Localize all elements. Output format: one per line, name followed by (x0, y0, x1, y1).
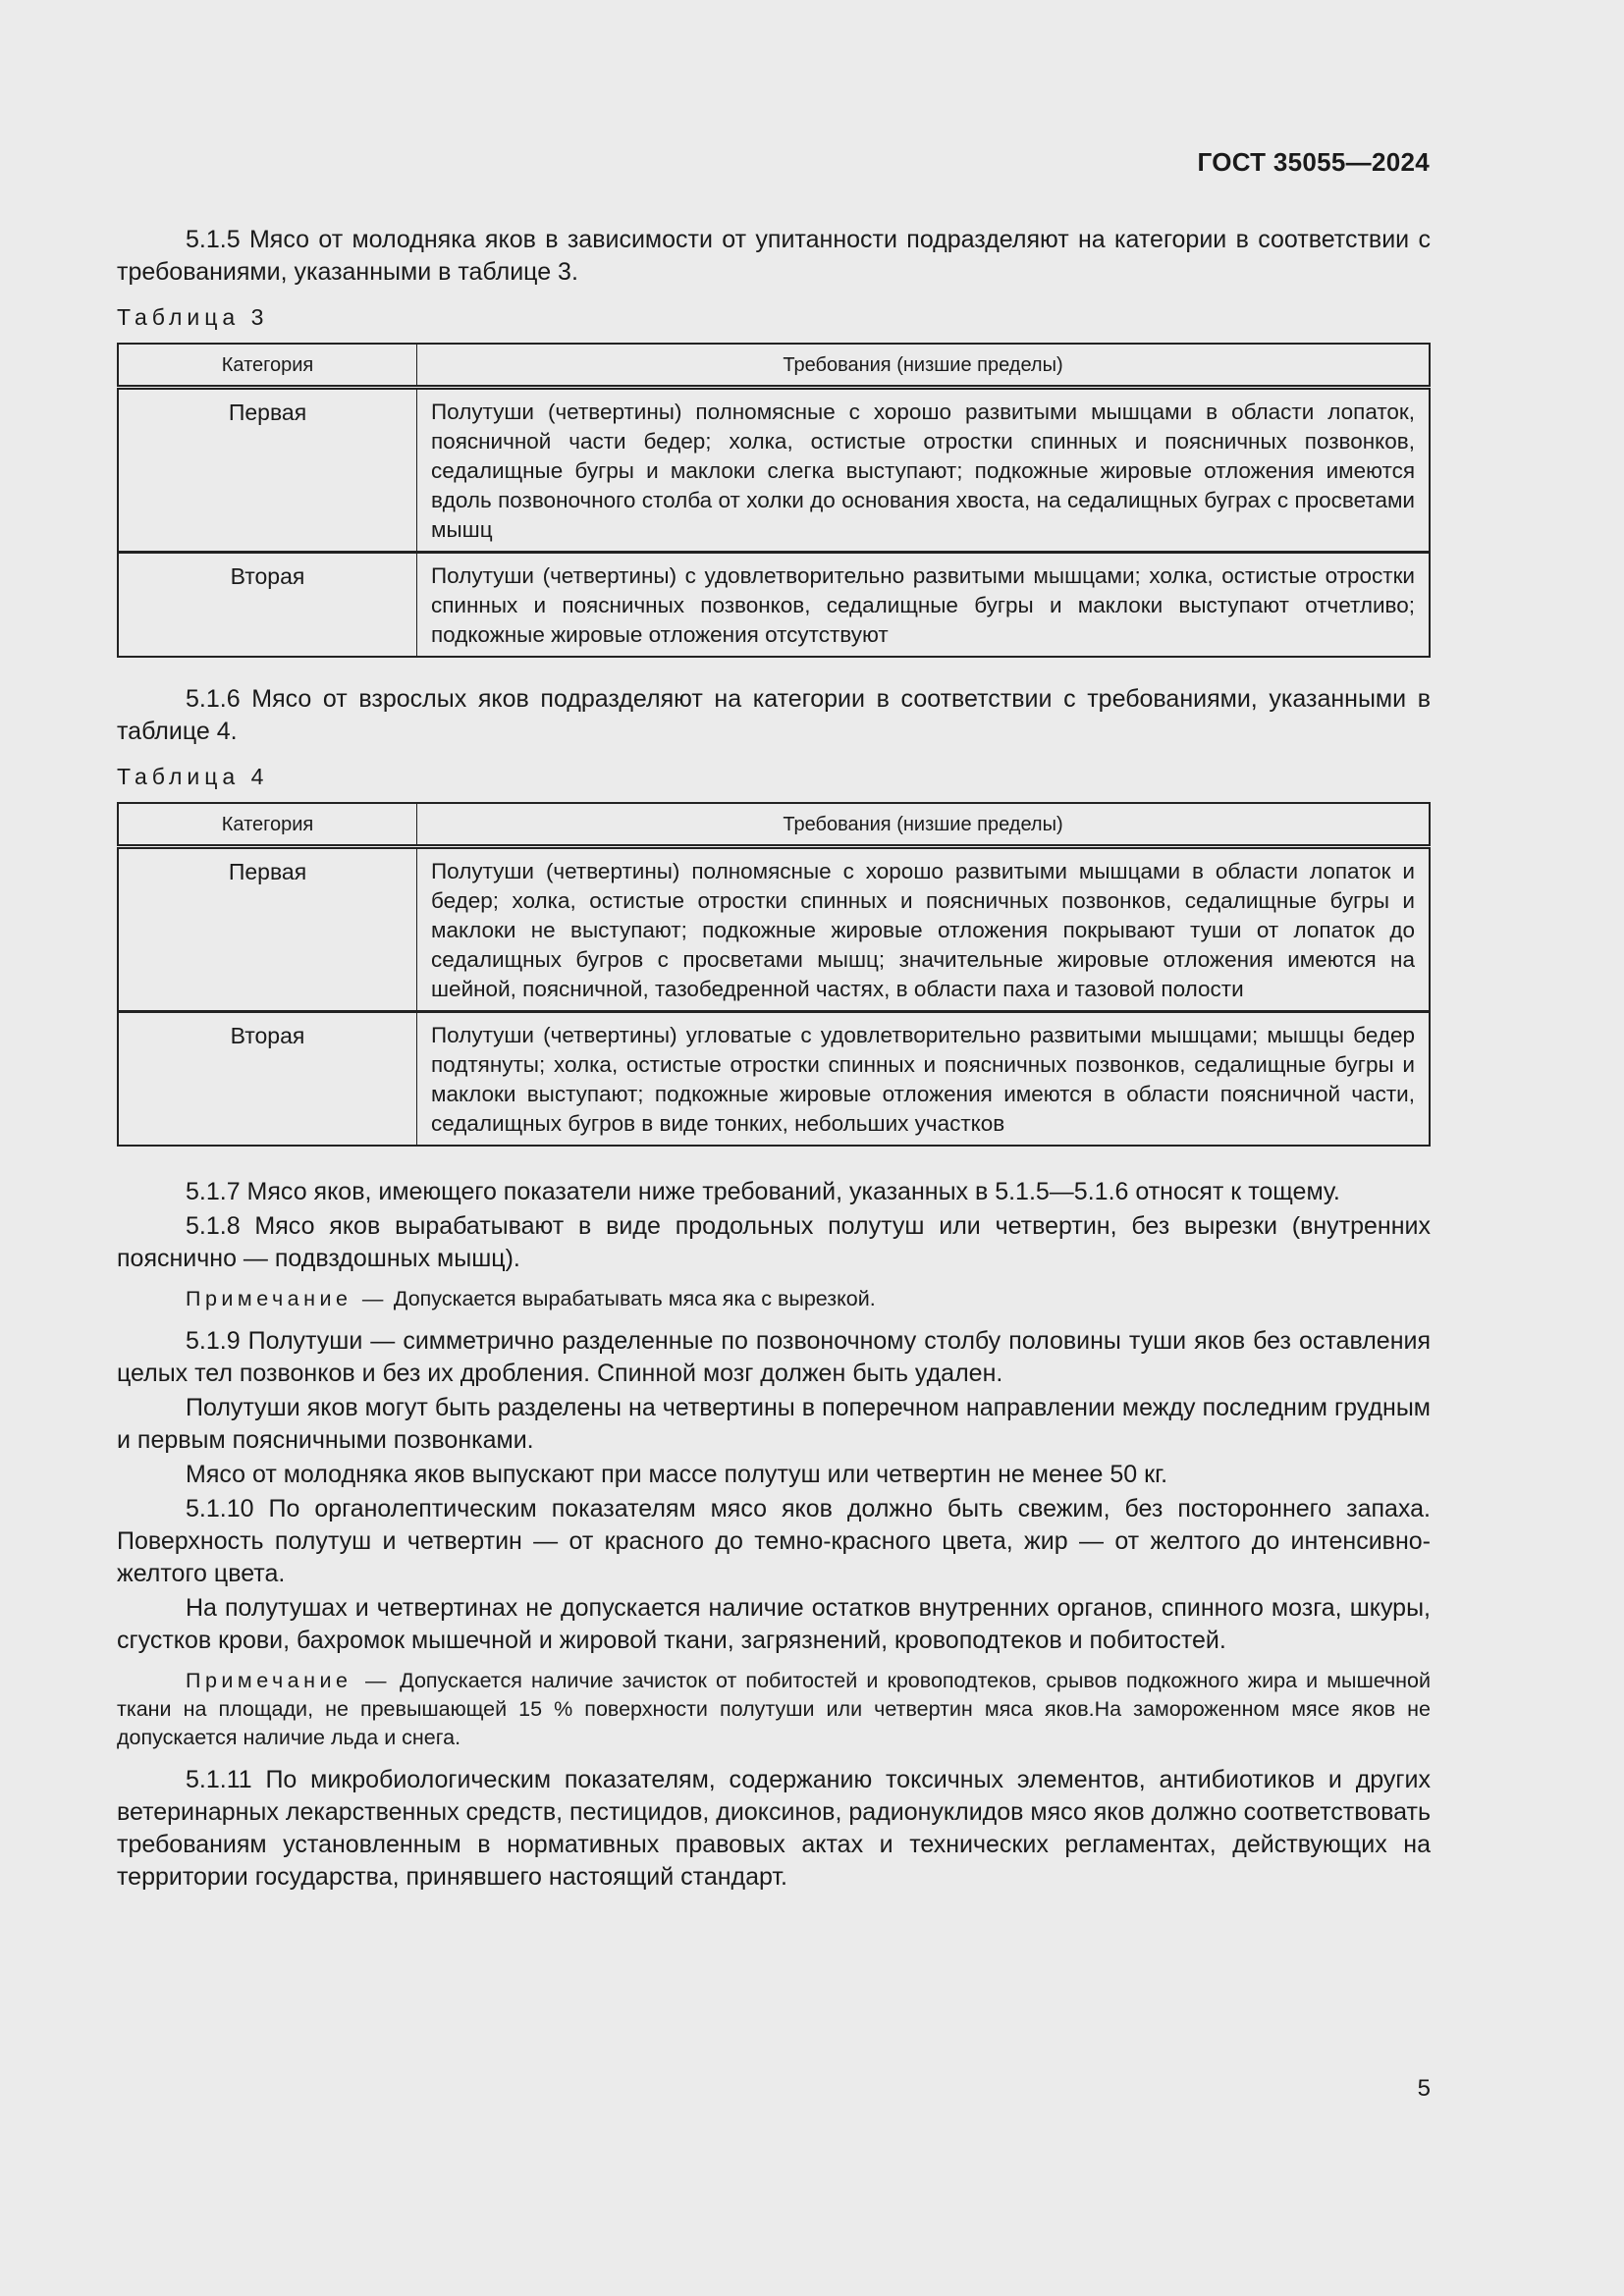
table-header-row (118, 803, 1430, 847)
table-row (118, 847, 1430, 1012)
category-cell: Первая (118, 847, 417, 1012)
paragraph-young-mass: Мясо от молодняка яков выпускают при массе полутуш или четвертин не менее 50 кг. (186, 1461, 1168, 1488)
table-4 (117, 802, 1431, 1147)
column-header-requirements: Требования (низшие пределы) (417, 344, 1431, 388)
column-header-category: Категория (118, 344, 417, 388)
requirements-cell: Полутуши (четвертины) с удовлетворительно развитыми мышцами; холка, остистые отростки спинных и поясничных позвонков, седалищные бугры и маклоки выступают отчетливо; подкожные жировые отложения отсутствуют (417, 553, 1431, 658)
note-label: Примечание — (186, 1669, 392, 1692)
table-header-row (118, 344, 1430, 388)
requirements-cell: Полутуши (четвертины) полномясные с хорошо развитыми мышцами в области лопаток и бедер; холка, остистые отростки спинных и поясничных позвонков, седалищные бугры и маклоки не выступают; подкожные жировые отложения покрывают туши от лопаток до седалищных бугров с просветами мышц; значительные жировые отложения имеются на шейной, поясничной, тазобедренной частях, в области паха и тазовой полости (417, 847, 1431, 1012)
requirements-cell: Полутуши (четвертины) полномясные с хорошо развитыми мышцами в области лопаток, поясничной части бедер; холка, остистые отростки спинных и поясничных позвонков, седалищные бугры и маклоки слегка выступают; подкожные жировые отложения имеются вдоль позвоночного столба от холки до основания хвоста, на седалищных буграх с просветами мышц (417, 388, 1431, 553)
paragraph-5-1-11: 5.1.11 По микробиологическим показателям, содержанию токсичных элементов, антибиотиков и других ветеринарных лекарственных средств, пестицидов, диоксинов, радионуклидов мясо яков должно соответствовать требованиям установленным в нормативных правовых актах и технических регламентах, действующих на территории государства, принявшего настоящий стандарт. (117, 1766, 1431, 1891)
table-row (118, 553, 1430, 658)
column-header-category: Категория (118, 803, 417, 847)
paragraph-5-1-5: 5.1.5 Мясо от молодняка яков в зависимости от упитанности подразделяют на категории в соответствии с требованиями, указанными в таблице 3. (117, 226, 1431, 286)
document-id: ГОСТ 35055—2024 (1197, 147, 1430, 177)
paragraph-5-1-7: 5.1.7 Мясо яков, имеющего показатели ниже требований, указанных в 5.1.5—5.1.6 относят к тощему. (186, 1178, 1340, 1205)
category-cell: Вторая (118, 553, 417, 658)
paragraph-halves: Полутуши яков могут быть разделены на четвертины в поперечном направлении между последним грудным и первым поясничными позвонками. (117, 1394, 1431, 1454)
page-number: 5 (1417, 2075, 1431, 2102)
page-content (117, 224, 1431, 1896)
paragraph-5-1-9: 5.1.9 Полутуши — симметрично разделенные по позвоночному столбу половины туши яков без оставления целых тел позвонков и без их дробления. Спинной мозг должен быть удален. (117, 1327, 1431, 1387)
note-text: Допускается вырабатывать мяса яка с вырезкой. (393, 1287, 876, 1310)
table-3 (117, 343, 1431, 658)
requirements-cell: Полутуши (четвертины) угловатые с удовлетворительно развитыми мышцами; мышцы бедер подтянуты; холка, остистые отростки спинных и поясничных позвонков, седалищные бугры и маклоки выступают; подкожные жировые отложения имеются в области поясничной части, седалищных бугров в виде тонких, небольших участков (417, 1012, 1431, 1147)
table-row (118, 1012, 1430, 1147)
table-3-caption: Таблица 3 (117, 304, 269, 330)
column-header-requirements: Требования (низшие пределы) (417, 803, 1431, 847)
category-cell: Первая (118, 388, 417, 553)
note-text: Допускается наличие зачисток от побитостей и кровоподтеков, срывов подкожного жира и мышечной ткани на площади, не превышающей 15 % поверхности полутуши или четвертин мяса яков.На замороженном мясе яков не допускается наличие льда и снега. (117, 1669, 1432, 1749)
note-label: Примечание — (186, 1287, 388, 1310)
table-4-caption: Таблица 4 (117, 764, 269, 789)
paragraph-residues: На полутушах и четвертинах не допускается наличие остатков внутренних органов, спинного мозга, шкуры, сгустков крови, бахромок мышечной и жировой ткани, загрязнений, кровоподтеков и побитостей. (117, 1594, 1431, 1654)
table-row (118, 388, 1430, 553)
note-1 (117, 1285, 1431, 1313)
category-cell: Вторая (118, 1012, 417, 1147)
paragraph-5-1-10: 5.1.10 По органолептическим показателям мясо яков должно быть свежим, без постороннего запаха. Поверхность полутуш и четвертин — от красного до темно-красного цвета, жир — от желтого до интенсивно-желтого цвета. (117, 1495, 1431, 1587)
paragraph-5-1-6: 5.1.6 Мясо от взрослых яков подразделяют на категории в соответствии с требованиями, указанными в таблице 4. (117, 685, 1431, 745)
note-2 (117, 1667, 1431, 1752)
paragraph-5-1-8: 5.1.8 Мясо яков вырабатывают в виде продольных полутуш или четвертин, без вырезки (внутренних пояснично — подвздошных мышц). (117, 1212, 1431, 1272)
